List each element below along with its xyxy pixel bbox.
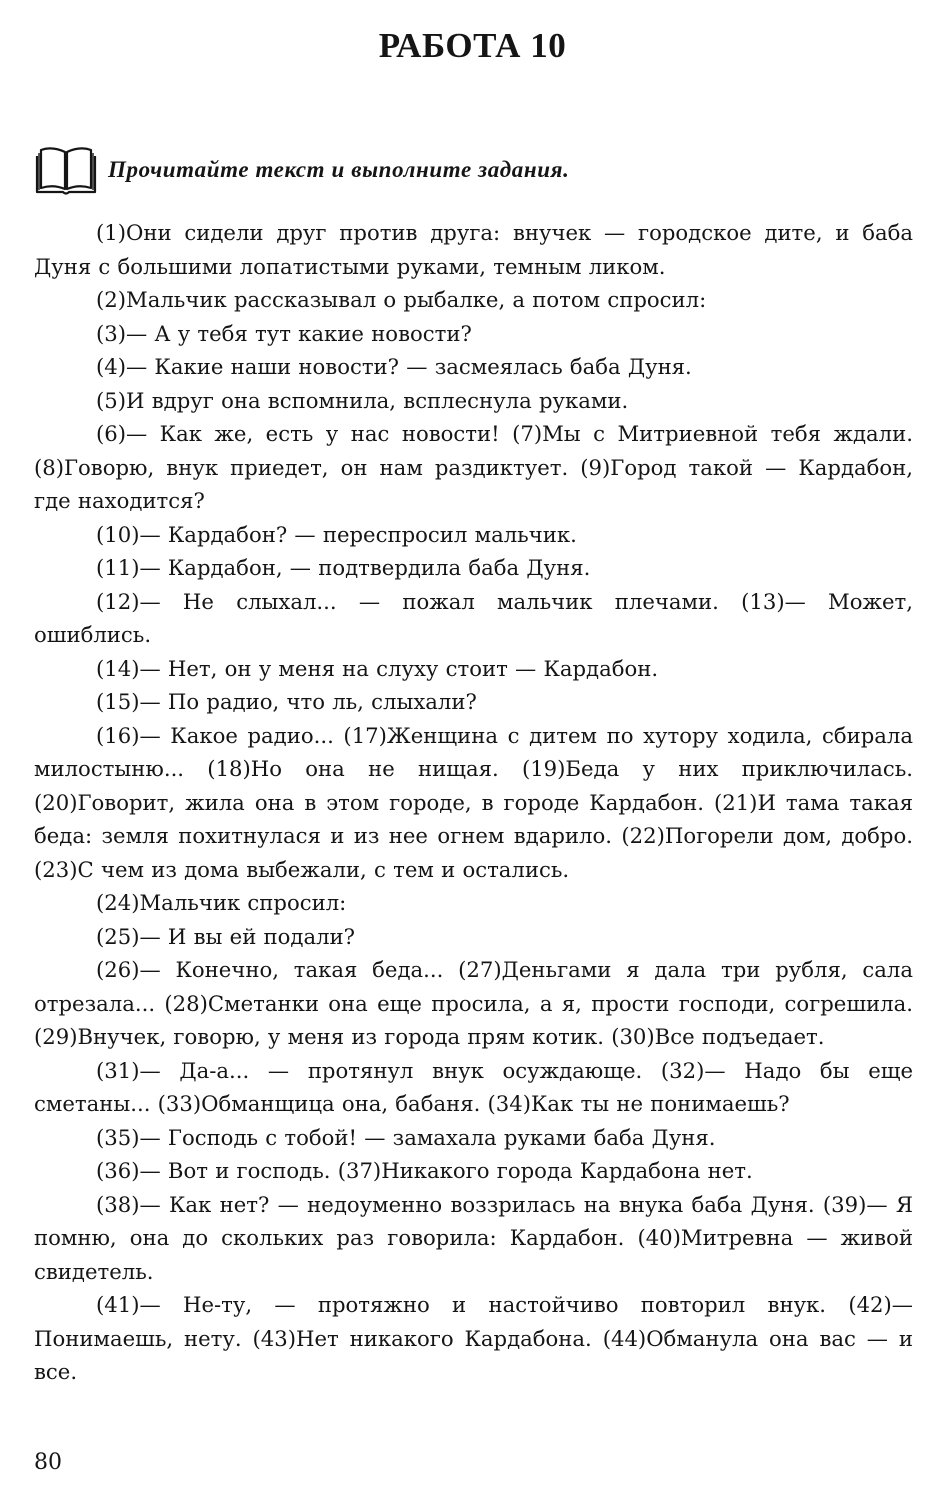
text-body bbox=[34, 216, 913, 1389]
paragraph: (3)— А у тебя тут какие новости? bbox=[96, 320, 472, 346]
page-title: РАБОТА 10 bbox=[378, 26, 567, 65]
paragraph: (41)— Не-ту, — протяжно и настойчиво повторил внук. (42)— Понимаешь, нету. (43)Нет никакого Кардабона. (44)Обманула она вас — и все. bbox=[34, 1292, 913, 1384]
page-number: 80 bbox=[34, 1450, 62, 1475]
paragraph: (6)— Как же, есть у нас новости! (7)Мы с Митриевной тебя ждали. (8)Говорю, внук приедет, он нам раздиктует. (9)Город такой — Кардабон, где находится? bbox=[34, 421, 913, 513]
paragraph: (26)— Конечно, такая беда... (27)Деньгами я дала три рубля, сала отрезала... (28)Сметанки она еще просила, а я, прости господи, согрешила. (29)Внучек, говорю, у меня из города прям котик. (30)Все подъедает. bbox=[34, 957, 913, 1049]
open-book-icon bbox=[34, 144, 98, 196]
paragraph: (31)— Да-а... — протянул внук осуждающе. (32)— Надо бы еще сметаны... (33)Обманщица она, бабаня. (34)Как ты не понимаешь? bbox=[34, 1057, 913, 1116]
paragraph: (36)— Вот и господь. (37)Никакого города Кардабона нет. bbox=[96, 1158, 753, 1183]
paragraph: (4)— Какие наши новости? — засмеялась баба Дуня. bbox=[96, 354, 692, 379]
instruction-text: Прочитайте текст и выполните задания. bbox=[108, 157, 570, 182]
paragraph: (5)И вдруг она вспомнила, всплеснула руками. bbox=[96, 387, 629, 413]
paragraph: (24)Мальчик спросил: bbox=[96, 890, 347, 915]
paragraph: (11)— Кардабон, — подтвердила баба Дуня. bbox=[96, 555, 591, 580]
paragraph: (25)— И вы ей подали? bbox=[96, 923, 356, 949]
paragraph: (35)— Господь с тобой! — замахала руками баба Дуня. bbox=[96, 1124, 716, 1150]
paragraph: (38)— Как нет? — недоуменно воззрилась на внука баба Дуня. (39)— Я помню, она до скольких раз говорила: Кардабон. (40)Митревна — живой свидетель. bbox=[34, 1191, 913, 1284]
paragraph: (1)Они сидели друг против друга: внучек — городское дите, и баба Дуня с большими лопатистыми руками, темным ликом. bbox=[34, 220, 913, 279]
instruction bbox=[34, 144, 569, 196]
paragraph: (15)— По радио, что ль, слыхали? bbox=[96, 689, 477, 714]
paragraph: (10)— Кардабон? — переспросил мальчик. bbox=[96, 521, 577, 547]
paragraph: (14)— Нет, он у меня на слуху стоит — Кардабон. bbox=[96, 655, 659, 681]
paragraph: (2)Мальчик рассказывал о рыбалке, а потом спросил: bbox=[96, 287, 707, 312]
paragraph: (12)— Не слыхал... — пожал мальчик плечами. (13)— Может, ошиблись. bbox=[34, 588, 913, 647]
paragraph: (16)— Какое радио... (17)Женщина с дитем по хутору ходила, сбирала милостыню... (18)Но она не нищая. (19)Беда у них приключилась. (20)Говорит, жила она в этом городе, в городе Кардабон. (21)И тама такая беда: земля похитнулася и из нее огнем вдарило. (22)Погорели дом, добро. (23)С чем из дома выбежали, с тем и остались. bbox=[34, 722, 913, 882]
